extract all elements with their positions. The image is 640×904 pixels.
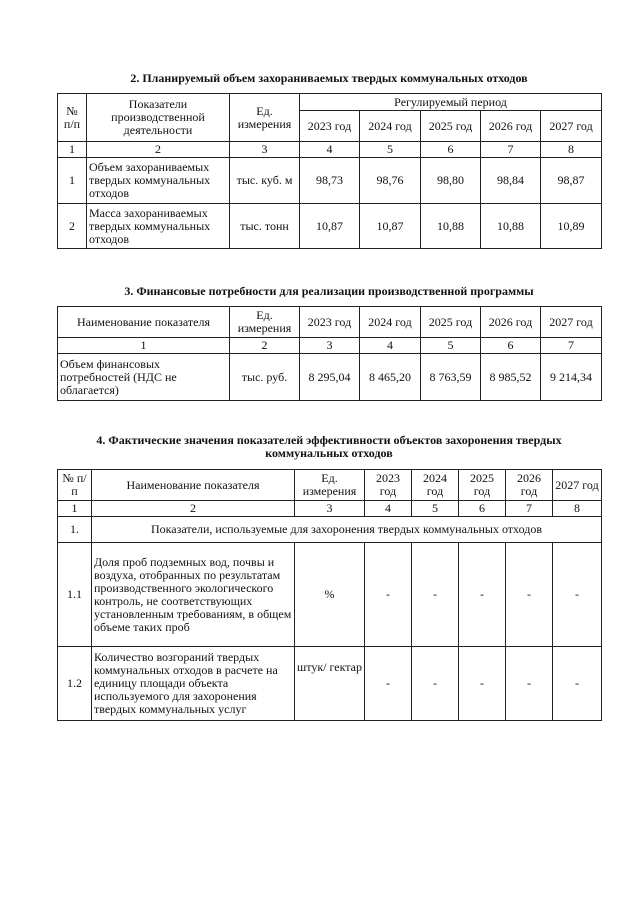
header-year: 2027 год bbox=[553, 470, 602, 501]
row-value: 10,87 bbox=[360, 204, 421, 249]
col-number: 4 bbox=[365, 501, 412, 517]
row-value: 98,76 bbox=[360, 158, 421, 204]
header-unit: Ед. измерения bbox=[295, 470, 365, 501]
row-value: 8 465,20 bbox=[360, 354, 421, 401]
table-row bbox=[58, 647, 602, 721]
row-name: Доля проб подземных вод, почвы и воздуха, отобранных по результатам производственного экологического контроль, не соответствующих установленным требованиям, в общем объеме таких проб bbox=[92, 543, 295, 647]
row-value: 8 985,52 bbox=[481, 354, 541, 401]
row-value: - bbox=[459, 543, 506, 647]
row-value: 98,73 bbox=[300, 158, 360, 204]
row-name: Объем финансовых потребностей (НДС не облагается) bbox=[58, 354, 230, 401]
col-number: 8 bbox=[553, 501, 602, 517]
row-value: - bbox=[412, 647, 459, 721]
row-value: - bbox=[365, 543, 412, 647]
col-number: 1 bbox=[58, 142, 87, 158]
column-numbers-row bbox=[58, 338, 602, 354]
table-row bbox=[58, 204, 602, 249]
header-year: 2027 год bbox=[541, 307, 602, 338]
col-number: 4 bbox=[300, 142, 360, 158]
header-year: 2024 год bbox=[412, 470, 459, 501]
header-year: 2026 год bbox=[481, 307, 541, 338]
row-name: Масса захораниваемых твердых коммунальных отходов bbox=[87, 204, 230, 249]
header-year: 2026 год bbox=[506, 470, 553, 501]
col-number: 2 bbox=[92, 501, 295, 517]
row-value: 8 763,59 bbox=[421, 354, 481, 401]
col-number: 3 bbox=[295, 501, 365, 517]
col-number: 1 bbox=[58, 501, 92, 517]
row-num: 2 bbox=[58, 204, 87, 249]
header-unit: Ед. измерения bbox=[230, 307, 300, 338]
header-year: 2025 год bbox=[421, 307, 481, 338]
row-unit: штук/ гектар bbox=[295, 647, 365, 721]
row-num: 1.1 bbox=[58, 543, 92, 647]
section4-table-wrap bbox=[57, 469, 601, 721]
group-label: Показатели, используемые для захоронения твердых коммунальных отходов bbox=[92, 517, 602, 543]
row-value: - bbox=[412, 543, 459, 647]
row-value: - bbox=[553, 543, 602, 647]
col-number: 2 bbox=[87, 142, 230, 158]
section2-title: 2. Планируемый объем захораниваемых твердых коммунальных отходов bbox=[130, 71, 528, 85]
section3-title: 3. Финансовые потребности для реализации производственной программы bbox=[124, 284, 534, 298]
row-unit: тыс. куб. м bbox=[230, 158, 300, 204]
production-volume-table bbox=[57, 93, 602, 249]
row-value: 9 214,34 bbox=[541, 354, 602, 401]
row-value: 10,89 bbox=[541, 204, 602, 249]
header-name: Наименование показателя bbox=[58, 307, 230, 338]
row-value: 98,87 bbox=[541, 158, 602, 204]
header-indicator: Показатели производственной деятельности bbox=[87, 94, 230, 142]
col-number: 2 bbox=[230, 338, 300, 354]
header-year: 2025 год bbox=[459, 470, 506, 501]
header-num: № п/п bbox=[58, 470, 92, 501]
group-num: 1. bbox=[58, 517, 92, 543]
header-unit: Ед. измерения bbox=[230, 94, 300, 142]
col-number: 7 bbox=[541, 338, 602, 354]
row-value: 10,87 bbox=[300, 204, 360, 249]
row-num: 1 bbox=[58, 158, 87, 204]
financial-needs-table bbox=[57, 306, 602, 401]
row-value: - bbox=[459, 647, 506, 721]
row-name: Объем захораниваемых твердых коммунальных отходов bbox=[87, 158, 230, 204]
col-number: 6 bbox=[459, 501, 506, 517]
row-unit: тыс. тонн bbox=[230, 204, 300, 249]
header-year: 2023 год bbox=[365, 470, 412, 501]
row-name: Количество возгораний твердых коммунальных отходов в расчете на единицу площади объекта используемого для захоронения твердых коммунальных услуг bbox=[92, 647, 295, 721]
row-value: 98,80 bbox=[421, 158, 481, 204]
row-value: - bbox=[506, 543, 553, 647]
section4-title: 4. Фактические значения показателей эффективности объектов захоронения твердых коммунальных отходов bbox=[96, 433, 562, 460]
col-number: 7 bbox=[506, 501, 553, 517]
section3-table-wrap bbox=[57, 306, 601, 401]
col-number: 3 bbox=[230, 142, 300, 158]
col-number: 1 bbox=[58, 338, 230, 354]
row-value: - bbox=[506, 647, 553, 721]
header-year: 2023 год bbox=[300, 111, 360, 142]
table-row bbox=[58, 543, 602, 647]
header-period: Регулируемый период bbox=[300, 94, 602, 111]
col-number: 5 bbox=[412, 501, 459, 517]
col-number: 8 bbox=[541, 142, 602, 158]
section2-table-wrap bbox=[57, 93, 601, 249]
col-number: 5 bbox=[360, 142, 421, 158]
row-value: - bbox=[553, 647, 602, 721]
row-value: 10,88 bbox=[481, 204, 541, 249]
row-value: 8 295,04 bbox=[300, 354, 360, 401]
row-value: 10,88 bbox=[421, 204, 481, 249]
header-year: 2027 год bbox=[541, 111, 602, 142]
header-name: Наименование показателя bbox=[92, 470, 295, 501]
header-year: 2024 год bbox=[360, 111, 421, 142]
group-row bbox=[58, 517, 602, 543]
header-year: 2023 год bbox=[300, 307, 360, 338]
table-row bbox=[58, 354, 602, 401]
header-year: 2025 год bbox=[421, 111, 481, 142]
row-value: 98,84 bbox=[481, 158, 541, 204]
row-value: - bbox=[365, 647, 412, 721]
efficiency-indicators-table bbox=[57, 469, 602, 721]
row-unit: % bbox=[295, 543, 365, 647]
header-year: 2026 год bbox=[481, 111, 541, 142]
col-number: 6 bbox=[421, 142, 481, 158]
row-num: 1.2 bbox=[58, 647, 92, 721]
col-number: 3 bbox=[300, 338, 360, 354]
col-number: 5 bbox=[421, 338, 481, 354]
column-numbers-row bbox=[58, 142, 602, 158]
table-row bbox=[58, 158, 602, 204]
column-numbers-row bbox=[58, 501, 602, 517]
col-number: 6 bbox=[481, 338, 541, 354]
header-year: 2024 год bbox=[360, 307, 421, 338]
col-number: 4 bbox=[360, 338, 421, 354]
header-num: № п/п bbox=[58, 94, 87, 142]
row-unit: тыс. руб. bbox=[230, 354, 300, 401]
col-number: 7 bbox=[481, 142, 541, 158]
